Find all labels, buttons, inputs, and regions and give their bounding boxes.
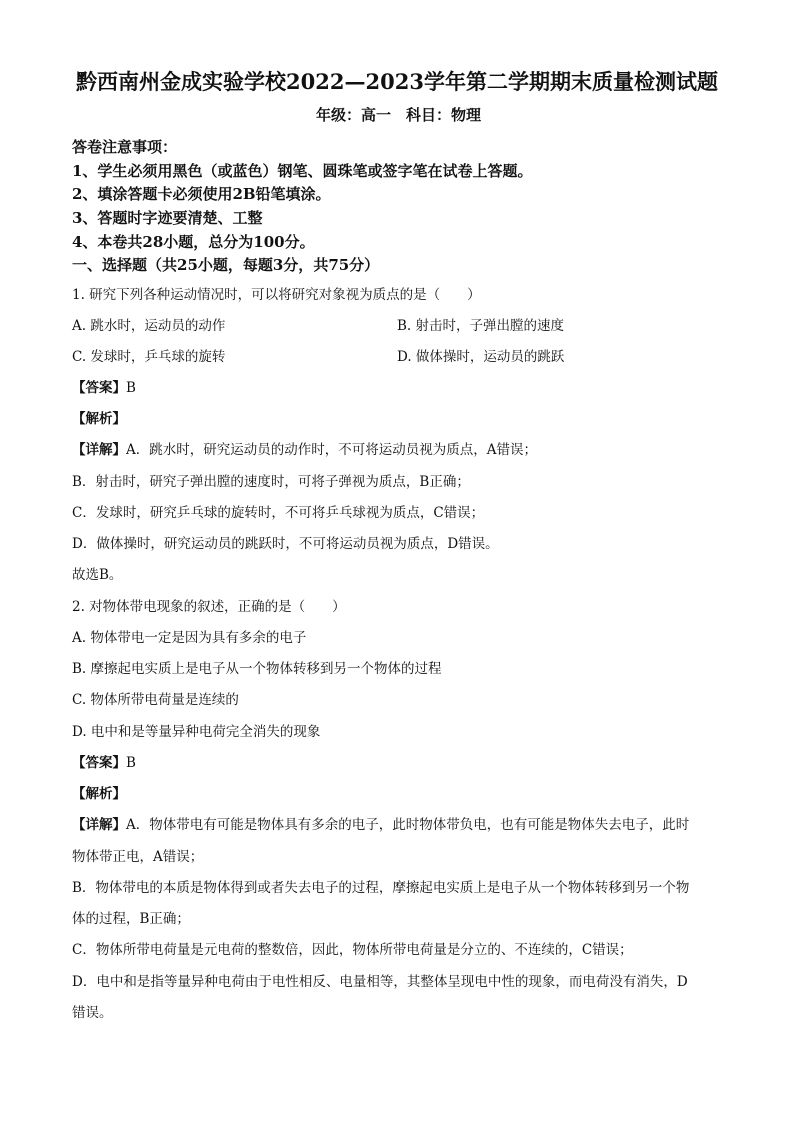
question-1-detail-line: D．做体操时，研究运动员的跳跃时，不可将运动员视为质点，D错误。 xyxy=(72,536,499,552)
answer-label: 【答案】 xyxy=(72,755,126,771)
detail-label: 【详解】 xyxy=(72,442,126,458)
question-2-option-c: C. 物体所带电荷量是连续的 xyxy=(72,692,239,708)
question-1-detail-line: B．射击时，研究子弹出膛的速度时，可将子弹视为质点，B正确； xyxy=(72,474,470,490)
notice-item: 2、填涂答题卡必须使用2B铅笔填涂。 xyxy=(72,185,331,203)
section-heading: 一、选择题（共25小题，每题3分，共75分） xyxy=(72,256,380,274)
question-2-analysis-label: 【解析】 xyxy=(72,786,126,802)
answer-label: 【答案】 xyxy=(72,380,126,396)
notice-heading: 答卷注意事项： xyxy=(72,138,178,156)
question-1-answer xyxy=(72,376,136,396)
question-1-analysis-label: 【解析】 xyxy=(72,411,126,427)
question-1-detail-line xyxy=(72,438,537,458)
question-2-detail-line: C．物体所带电荷量是元电荷的整数倍，因此，物体所带电荷量是分立的、不连续的，C错误； xyxy=(72,942,633,958)
grade-subject: 年级：高一 科目：物理 xyxy=(316,106,482,124)
question-1-conclusion: 故选B。 xyxy=(72,567,123,583)
notice-item: 4、本卷共28小题，总分为100分。 xyxy=(72,233,315,251)
question-2-detail-line: 体的过程，B正确； xyxy=(72,911,190,927)
answer-value: B xyxy=(126,380,136,396)
question-2-option-b: B. 摩擦起电实质上是电子从一个物体转移到另一个物体的过程 xyxy=(72,661,442,677)
question-2-stem: 2. 对物体带电现象的叙述，正确的是（ ） xyxy=(72,599,346,615)
detail-text: A．物体带电有可能是物体具有多余的电子，此时物体带负电，也有可能是物体失去电子，此时 xyxy=(126,817,690,833)
question-2-detail-line xyxy=(72,813,689,833)
detail-label: 【详解】 xyxy=(72,817,126,833)
question-2-detail-line: B．物体带电的本质是物体得到或者失去电子的过程，摩擦起电实质上是电子从一个物体转移到另一个物 xyxy=(72,880,690,896)
question-1-stem: 1. 研究下列各种运动情况时，可以将研究对象视为质点的是（ ） xyxy=(72,287,481,303)
answer-value: B xyxy=(126,755,136,771)
question-1-option-c: C. 发球时，乒乓球的旋转 xyxy=(72,349,226,365)
question-1-option-d: D. 做体操时，运动员的跳跃 xyxy=(397,349,565,365)
question-2-option-d: D. 电中和是等量异种电荷完全消失的现象 xyxy=(72,724,321,740)
notice-item: 3、答题时字迹要清楚、工整 xyxy=(72,209,263,227)
question-1-option-a: A. 跳水时，运动员的动作 xyxy=(72,318,226,334)
page-title: 黔西南州金成实验学校2022—2023学年第二学期期末质量检测试题 xyxy=(76,69,718,94)
question-2-detail-line: 错误。 xyxy=(72,1005,113,1021)
question-2-answer xyxy=(72,751,136,771)
question-2-option-a: A. 物体带电一定是因为具有多余的电子 xyxy=(72,630,307,646)
notice-item: 1、学生必须用黑色（或蓝色）钢笔、圆珠笔或签字笔在试卷上答题。 xyxy=(72,162,533,180)
question-2-detail-line: D．电中和是指等量异种电荷由于电性相反、电量相等，其整体呈现电中性的现象，而电荷没有消失，D xyxy=(72,974,688,990)
detail-text: A．跳水时，研究运动员的动作时，不可将运动员视为质点，A错误； xyxy=(126,442,537,458)
question-2-detail-line: 物体带正电，A错误； xyxy=(72,849,204,865)
question-1-detail-line: C．发球时，研究乒乓球的旋转时，不可将乒乓球视为质点，C错误； xyxy=(72,505,485,521)
question-1-option-b: B. 射击时，子弹出膛的速度 xyxy=(397,318,565,334)
